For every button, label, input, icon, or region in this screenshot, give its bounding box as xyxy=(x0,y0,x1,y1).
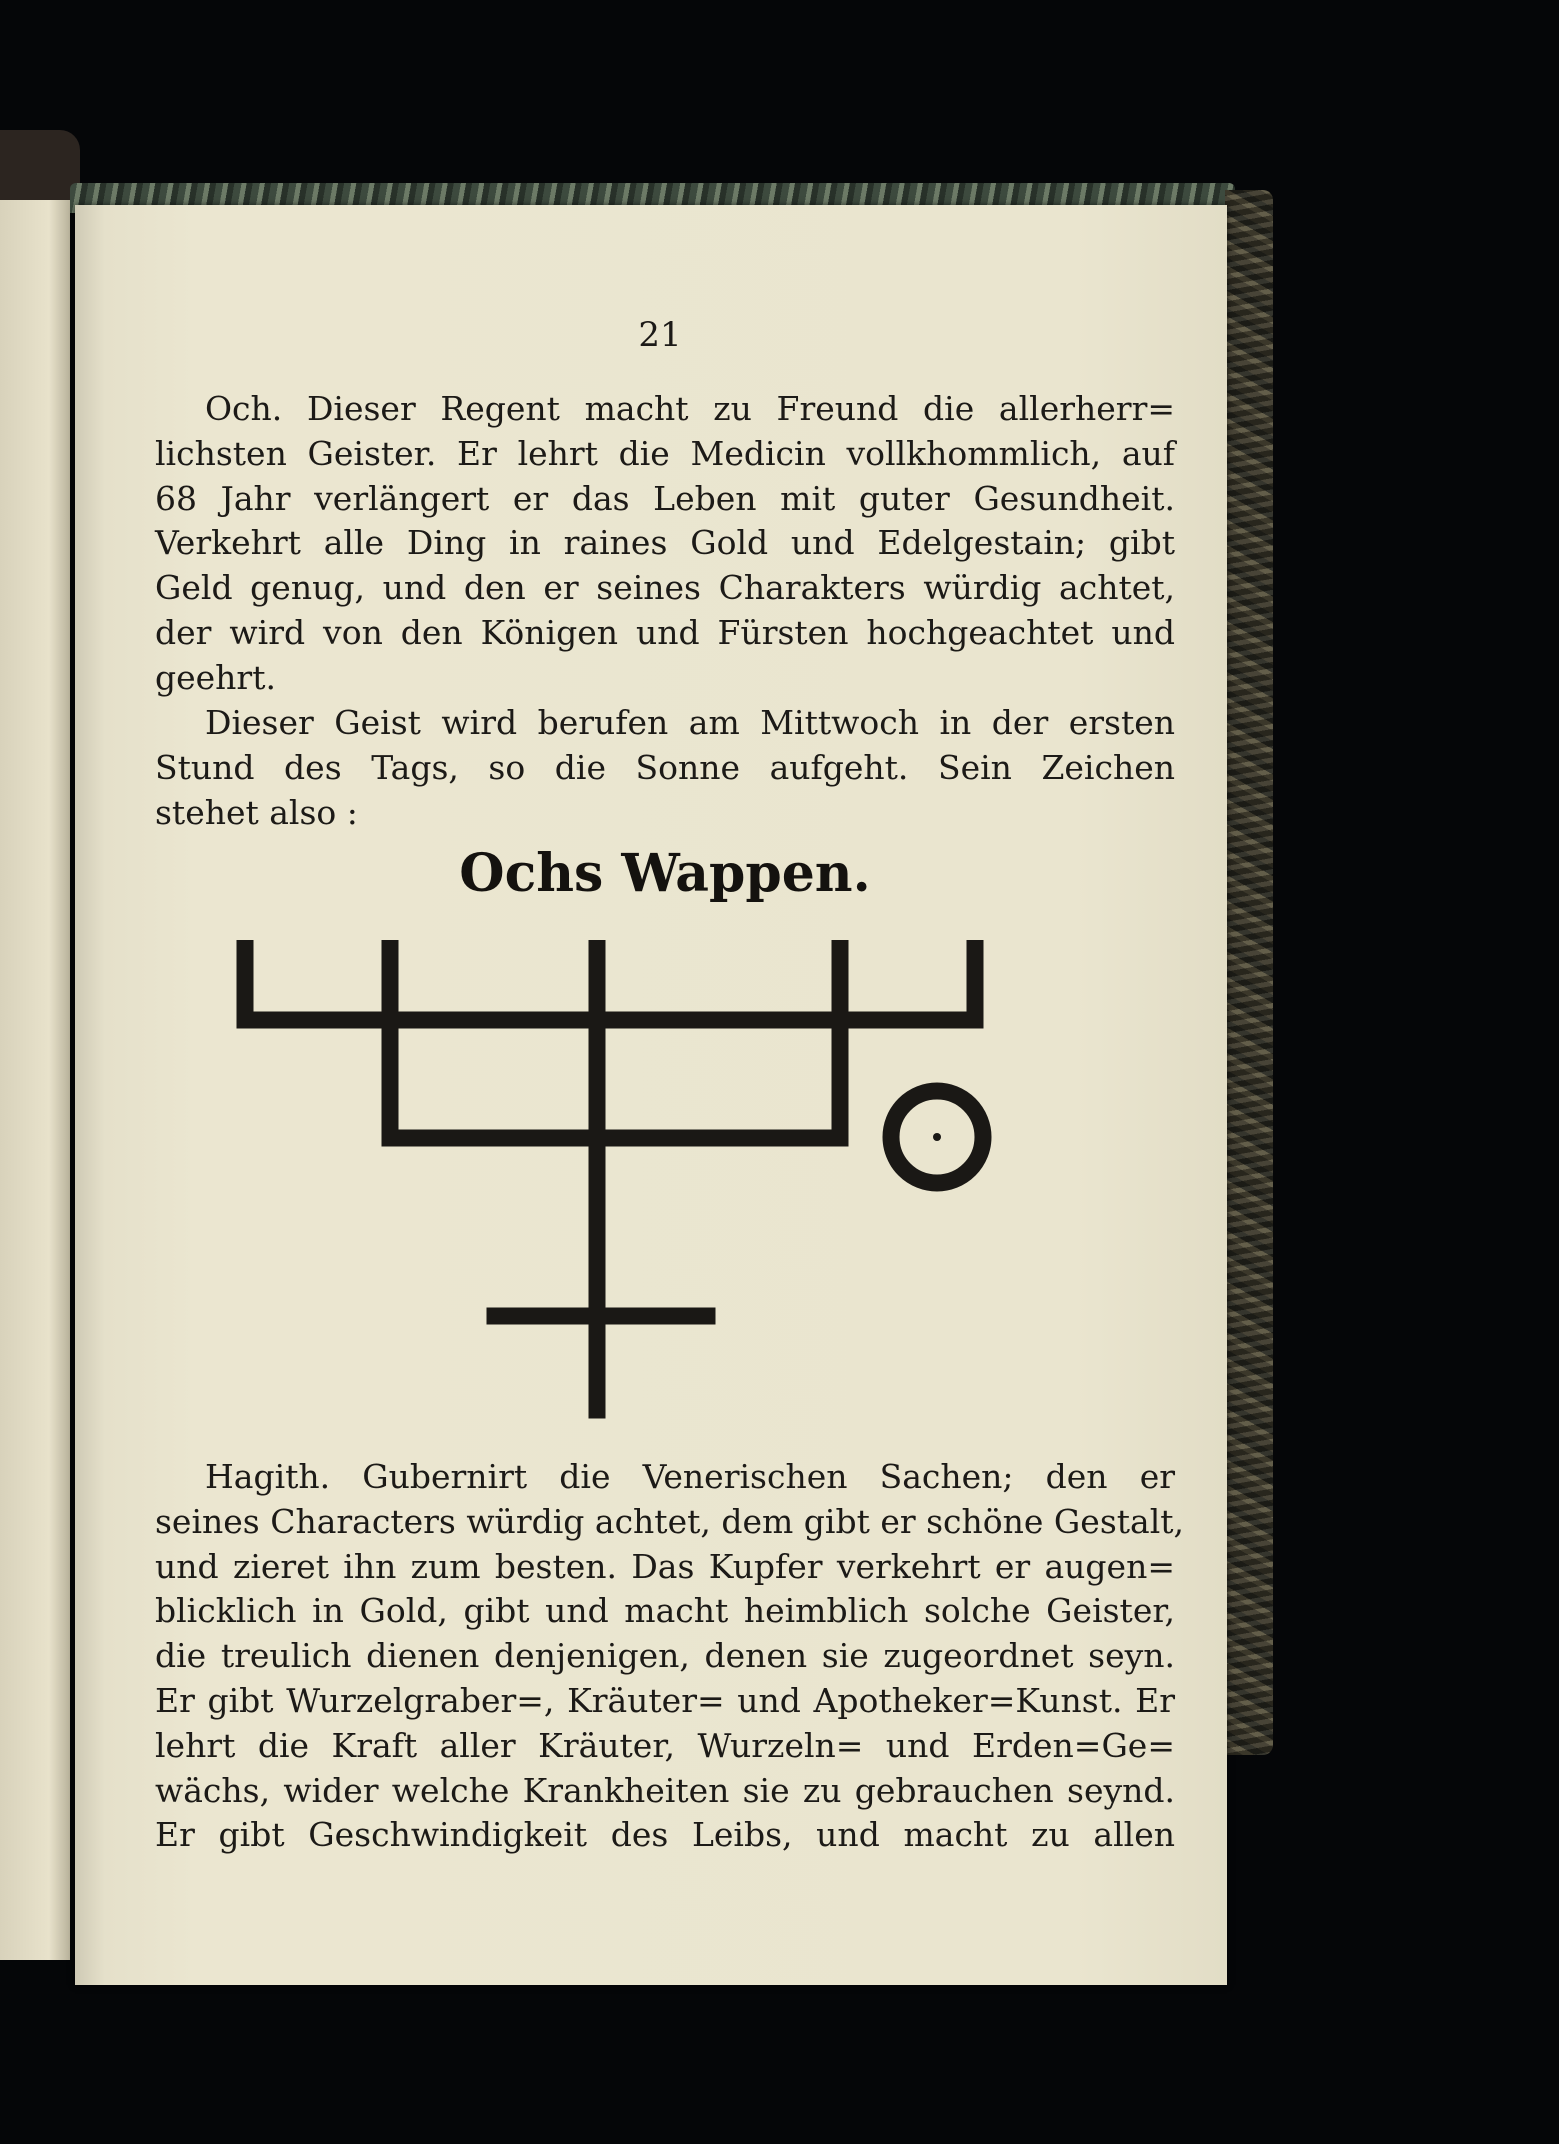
text-line: Dieser Geist wird berufen am Mittwoch in der ersten xyxy=(205,703,1175,742)
text-line: Verkehrt alle Ding in raines Gold und Edelgestain; gibt xyxy=(155,523,1175,563)
page-number: 21 xyxy=(638,315,682,355)
text-line: seines Characters würdig achtet, dem gibt er schöne Gestalt, xyxy=(155,1501,1184,1541)
text-line: 68 Jahr verlängert er das Leben mit guter Gesundheit. xyxy=(155,478,1175,518)
book-page xyxy=(75,205,1227,1985)
seal-title: Ochs Wappen. xyxy=(459,843,871,904)
text-line: Och. Dieser Regent macht zu Freund die allerherr= xyxy=(205,389,1175,428)
paragraph-hagith xyxy=(155,1455,1184,1858)
text-line: Er gibt Wurzelgraber=, Kräuter= und Apotheker=Kunst. Er xyxy=(155,1680,1175,1720)
text-line: stehet also : xyxy=(155,792,358,832)
marbled-cover-edge xyxy=(1225,190,1273,1755)
text-line: Hagith. Gubernirt die Venerischen Sachen; den er xyxy=(205,1457,1175,1496)
text-line: der wird von den Königen und Fürsten hochgeachtet und xyxy=(155,612,1175,652)
paragraph-och xyxy=(155,387,1175,701)
text-line: Geld genug, und den er seines Charakters würdig achtet, xyxy=(155,568,1175,608)
paragraph-dieser xyxy=(155,701,1175,835)
text-line: blicklich in Gold, gibt und macht heimblich solche Geister, xyxy=(155,1591,1175,1631)
text-line: lichsten Geister. Er lehrt die Medicin vollkhommlich, auf xyxy=(155,433,1175,473)
previous-page-edge xyxy=(0,200,70,1960)
book-binding xyxy=(0,130,80,210)
text-line: Er gibt Geschwindigkeit des Leibs, und macht zu allen xyxy=(155,1815,1175,1855)
text-line: und zieret ihn zum besten. Das Kupfer verkehrt er augen= xyxy=(155,1546,1175,1586)
text-line: wächs, wider welche Krankheiten sie zu gebrauchen seynd. xyxy=(155,1770,1175,1810)
text-line: die treulich dienen denjenigen, denen sie zugeordnet seyn. xyxy=(155,1636,1175,1676)
text-line: lehrt die Kraft aller Kräuter, Wurzeln= und Erden=Ge= xyxy=(155,1725,1175,1765)
text-line: Stund des Tags, so die Sonne aufgeht. Sein Zeichen xyxy=(155,747,1175,787)
och-seal-icon xyxy=(235,940,1075,1420)
text-line: geehrt. xyxy=(155,657,276,697)
